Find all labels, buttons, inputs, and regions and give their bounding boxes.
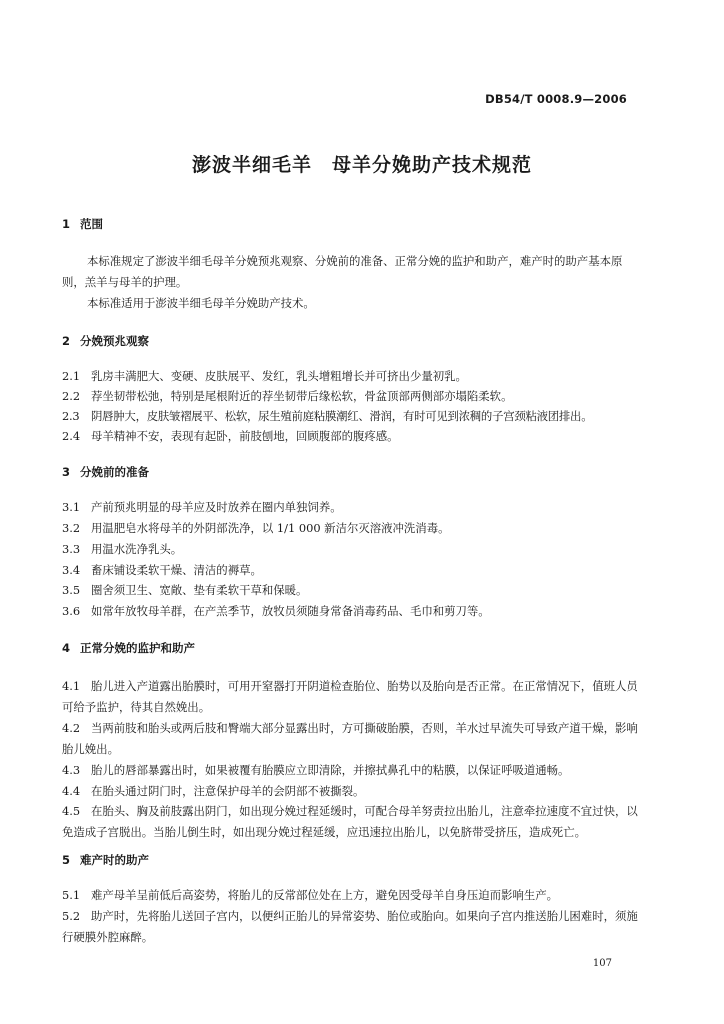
clause-2-1 [62,366,638,387]
clause-text: 在胎头、胸及前肢露出阴门，如出现分娩过程延缓时，可配合母羊努责拉出胎儿，注意牵拉速度不宜过快，以免造成子宫脱出。当胎儿倒生时，如出现分娩过程延缓，应迅速拉出胎儿，以免脐带受挤压，造成死亡。 [62,804,638,839]
standard-code: DB54/T 0008.9—2006 [485,92,627,106]
section-2-heading [62,333,149,349]
clause-text: 阴唇肿大，皮肤皱褶展平、松软，尿生殖前庭粘膜潮红、滑润，有时可见到浓稠的子宫颈粘液团排出。 [91,409,593,423]
clause-number: 2.1 [62,369,81,383]
section-number: 4 [62,641,71,655]
clause-3-3 [62,539,638,560]
clause-number: 3.4 [62,563,81,577]
clause-4-5 [62,801,638,843]
section-1-heading [62,216,103,232]
section-1-paragraph-1: 本标准规定了澎波半细毛母羊分娩预兆观察、分娩前的准备、正常分娩的监护和助产，难产时的助产基本原则，羔羊与母羊的护理。 [62,254,623,289]
clause-3-6 [62,601,638,622]
clause-number: 2.2 [62,389,81,403]
clause-number: 3.5 [62,583,81,597]
clause-number: 5.1 [62,888,81,902]
clause-text: 母羊精神不安，表现有起卧，前肢刨地，回顾腹部的腹疼感。 [91,429,399,443]
clause-text: 当两前肢和胎头或两后肢和臀端大部分显露出时，方可撕破胎膜，否则，羊水过早流失可导致产道干燥，影响胎儿娩出。 [62,721,638,756]
clause-5-2 [62,906,638,948]
clause-number: 4.5 [62,804,81,818]
section-4-heading [62,640,195,656]
section-5-heading [62,852,149,868]
clause-2-2 [62,386,638,407]
section-number: 5 [62,853,71,867]
section-3-heading [62,464,149,480]
clause-number: 3.1 [62,500,81,514]
clause-4-2 [62,718,638,760]
clause-text: 荐坐韧带松弛，特别是尾根附近的荐坐韧带后缘松软，骨盆顶部两侧部亦塌陷柔软。 [91,389,513,403]
clause-5-1 [62,885,638,906]
clause-text: 乳房丰满肥大、变硬、皮肤展平、发红，乳头增粗增长并可挤出少量初乳。 [91,369,467,383]
clause-text: 在胎头通过阴门时，注意保护母羊的会阴部不被撕裂。 [91,784,365,798]
clause-4-4 [62,781,638,802]
clause-text: 胎儿的唇部暴露出时，如果被覆有胎膜应立即清除，并擦拭鼻孔中的粘膜，以保证呼吸道通畅。 [91,763,570,777]
clause-3-2 [62,518,638,539]
clause-text: 用温水洗净乳头。 [91,542,183,556]
clause-3-1 [62,497,638,518]
clause-number: 3.3 [62,542,81,556]
clause-number: 2.4 [62,429,81,443]
clause-3-4 [62,560,638,581]
section-title: 分娩前的准备 [80,465,149,479]
clause-text: 如常年放牧母羊群，在产羔季节，放牧员须随身常备消毒药品、毛巾和剪刀等。 [91,604,490,618]
clause-text: 圈舍须卫生、宽敞、垫有柔软干草和保暖。 [91,583,308,597]
clause-3-5 [62,580,638,601]
section-number: 1 [62,217,71,231]
clause-4-1 [62,676,638,718]
clause-2-3 [62,406,638,427]
clause-number: 3.6 [62,604,81,618]
clause-text: 产前预兆明显的母羊应及时放养在圈内单独饲养。 [91,500,342,514]
clause-text: 助产时，先将胎儿送回子宫内，以便纠正胎儿的异常姿势、胎位或胎向。如果向子宫内推送胎儿困难时，须施行硬膜外腔麻醉。 [62,909,638,944]
clause-number: 3.2 [62,521,81,535]
clause-text: 难产母羊呈前低后高姿势，将胎儿的反常部位处在上方，避免因受母羊自身压迫而影响生产。 [91,888,559,902]
document-title: 澎波半细毛羊 母羊分娩助产技术规范 [191,154,532,176]
clause-number: 2.3 [62,409,80,423]
section-title: 正常分娩的监护和助产 [80,641,195,655]
clause-2-4 [62,426,638,447]
section-number: 3 [62,465,71,479]
clause-number: 4.1 [62,679,81,693]
section-title: 范围 [80,217,103,231]
clause-number: 4.3 [62,763,81,777]
section-title: 难产时的助产 [80,853,149,867]
clause-text: 畜床铺设柔软干燥、清洁的褥草。 [91,563,262,577]
clause-number: 5.2 [62,909,81,923]
clause-4-3 [62,760,638,781]
section-1-paragraph-2: 本标准适用于澎波半细毛母羊分娩助产技术。 [87,296,315,310]
clause-number: 4.2 [62,721,81,735]
page-number: 107 [592,958,612,969]
section-title: 分娩预兆观察 [80,334,149,348]
clause-text: 用温肥皂水将母羊的外阴部洗净，以 1/1 000 新洁尔灭溶液冲洗消毒。 [91,521,450,535]
section-number: 2 [62,334,71,348]
clause-text: 胎儿进入产道露出胎膜时，可用开窒器打开阴道检查胎位、胎势以及胎向是否正常。在正常情况下，值班人员可给予监护，待其自然娩出。 [62,679,638,714]
clause-number: 4.4 [62,784,81,798]
